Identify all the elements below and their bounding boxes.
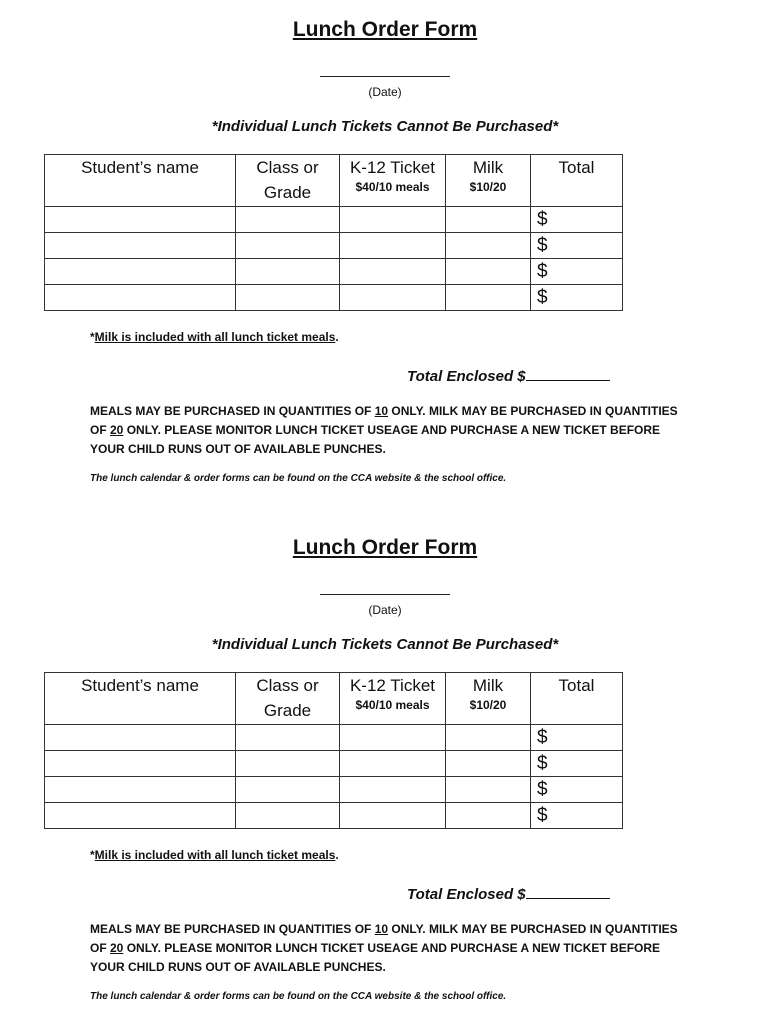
header-milk: Milk $10/20 [446,673,531,725]
meals-instructions: MEALS MAY BE PURCHASED IN QUANTITIES OF 10 ONLY. MILK MAY BE PURCHASED IN QUANTITIES OF 20 ONLY. PLEASE MONITOR LUNCH TICKET USEAGE AND PURCHASE A NEW TICKET BEFORE YOUR CHILD RUNS OUT OF AVAILABLE PUNCHES. [90,922,678,974]
milk-price: $10/20 [469,180,507,194]
date-label: (Date) [368,603,402,617]
header-student-name: Student’s name [45,155,236,207]
milk-price: $10/20 [469,698,507,712]
class-grade-cell[interactable] [236,777,340,803]
table-header-row [45,673,623,725]
header-total: Total [531,155,623,207]
class-grade-cell[interactable] [236,207,340,233]
total-enclosed [407,884,610,903]
total-cell[interactable]: $ [531,725,623,751]
table-row [45,259,623,285]
student-name-cell[interactable] [45,259,236,285]
order-table [44,154,623,311]
class-grade-cell[interactable] [236,285,340,311]
form-title: Lunch Order Form [292,536,478,559]
class-grade-cell[interactable] [236,233,340,259]
ticket-cell[interactable] [340,803,446,829]
student-name-cell[interactable] [45,207,236,233]
total-cell[interactable]: $ [531,777,623,803]
milk-cell[interactable] [446,207,531,233]
total-cell[interactable]: $ [531,803,623,829]
lunch-order-form-2 [0,518,770,1030]
student-name-cell[interactable] [45,803,236,829]
table-row [45,233,623,259]
header-class-grade: Class or Grade [236,155,340,207]
table-row [45,751,623,777]
ticket-cell[interactable] [340,285,446,311]
ticket-cell[interactable] [340,725,446,751]
header-k12-ticket: K-12 Ticket $40/10 meals [340,155,446,207]
ticket-cell[interactable] [340,259,446,285]
class-grade-cell[interactable] [236,751,340,777]
total-enclosed-field[interactable] [526,366,610,381]
student-name-cell[interactable] [45,777,236,803]
student-name-cell[interactable] [45,725,236,751]
total-enclosed-label: Total Enclosed $ [407,368,526,385]
class-grade-cell[interactable] [236,803,340,829]
meals-instructions: MEALS MAY BE PURCHASED IN QUANTITIES OF 10 ONLY. MILK MAY BE PURCHASED IN QUANTITIES OF 20 ONLY. PLEASE MONITOR LUNCH TICKET USEAGE AND PURCHASE A NEW TICKET BEFORE YOUR CHILD RUNS OUT OF AVAILABLE PUNCHES. [90,404,678,456]
milk-cell[interactable] [446,803,531,829]
date-field[interactable] [320,594,450,595]
milk-cell[interactable] [446,751,531,777]
footnote: The lunch calendar & order forms can be found on the CCA website & the school office. [90,991,507,1002]
class-grade-cell[interactable] [236,259,340,285]
ticket-price: $40/10 meals [355,180,430,194]
ticket-cell[interactable] [340,233,446,259]
milk-cell[interactable] [446,233,531,259]
milk-cell[interactable] [446,725,531,751]
total-cell[interactable]: $ [531,207,623,233]
form-title: Lunch Order Form [292,18,478,41]
total-cell[interactable]: $ [531,285,623,311]
ticket-cell[interactable] [340,777,446,803]
table-row [45,803,623,829]
ticket-cell[interactable] [340,751,446,777]
date-field[interactable] [320,76,450,77]
header-total: Total [531,673,623,725]
table-row [45,207,623,233]
ticket-price: $40/10 meals [355,698,430,712]
purchase-notice: *Individual Lunch Tickets Cannot Be Purchased* [211,636,559,653]
header-k12-ticket: K-12 Ticket $40/10 meals [340,673,446,725]
table-header-row [45,155,623,207]
milk-cell[interactable] [446,285,531,311]
student-name-cell[interactable] [45,285,236,311]
table-row [45,777,623,803]
total-cell[interactable]: $ [531,233,623,259]
ticket-cell[interactable] [340,207,446,233]
student-name-cell[interactable] [45,751,236,777]
footnote: The lunch calendar & order forms can be found on the CCA website & the school office. [90,473,507,484]
total-enclosed [407,366,610,385]
total-enclosed-field[interactable] [526,884,610,899]
class-grade-cell[interactable] [236,725,340,751]
order-table [44,672,623,829]
table-row [45,285,623,311]
milk-cell[interactable] [446,259,531,285]
student-name-cell[interactable] [45,233,236,259]
header-student-name: Student’s name [45,673,236,725]
table-row [45,725,623,751]
header-class-grade: Class or Grade [236,673,340,725]
total-enclosed-label: Total Enclosed $ [407,886,526,903]
total-cell[interactable]: $ [531,751,623,777]
total-cell[interactable]: $ [531,259,623,285]
header-milk: Milk $10/20 [446,155,531,207]
lunch-order-form-1 [0,0,770,512]
milk-note: *Milk is included with all lunch ticket meals. [90,848,339,862]
date-label: (Date) [368,85,402,99]
purchase-notice: *Individual Lunch Tickets Cannot Be Purchased* [211,118,559,135]
milk-note: *Milk is included with all lunch ticket meals. [90,330,339,344]
milk-cell[interactable] [446,777,531,803]
